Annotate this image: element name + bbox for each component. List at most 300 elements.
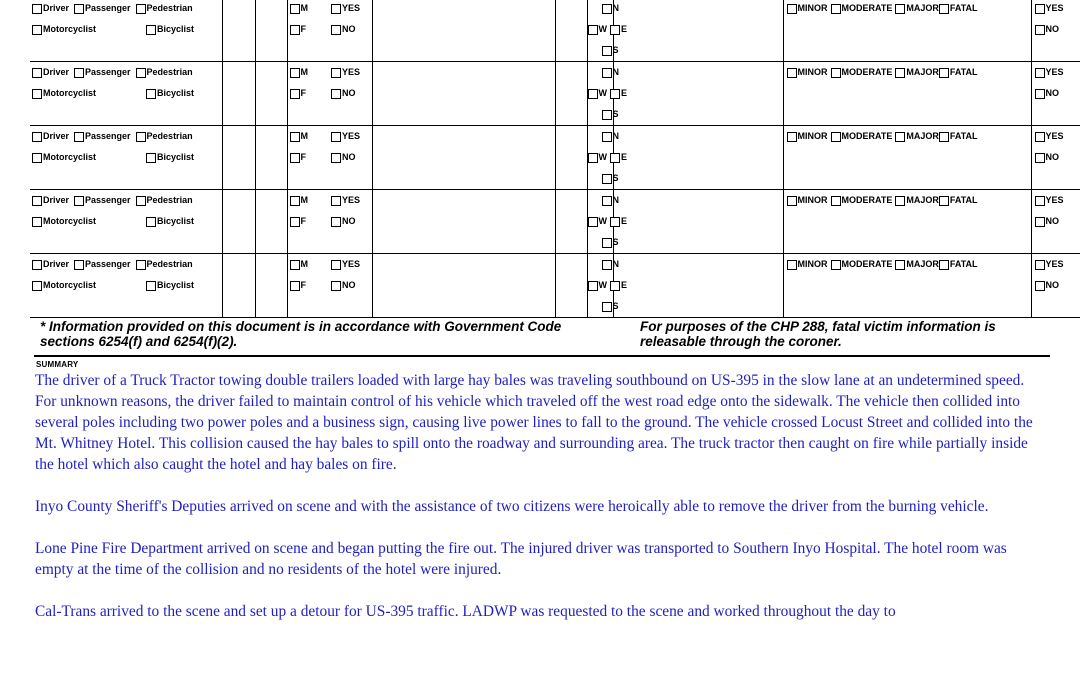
- option-no[interactable]: [331, 19, 356, 40]
- victim-cell: [287, 0, 331, 62]
- victim-cell: [613, 62, 783, 126]
- checkbox[interactable]: [331, 25, 341, 35]
- option-dir-e-label: E: [621, 24, 628, 34]
- option-yes-label: YES: [342, 131, 361, 141]
- option-injury-major[interactable]: [895, 254, 939, 275]
- option-motorcyclist[interactable]: [32, 275, 96, 296]
- checkbox[interactable]: [136, 260, 146, 270]
- checkbox[interactable]: [32, 132, 42, 142]
- checkbox[interactable]: [331, 281, 341, 291]
- checkbox[interactable]: [831, 68, 841, 78]
- option-injury-major[interactable]: [895, 190, 939, 211]
- checkbox[interactable]: [588, 153, 598, 163]
- option-last-yes[interactable]: [1035, 190, 1064, 211]
- option-driver-label: Driver: [43, 67, 70, 77]
- option-dir-w[interactable]: [588, 83, 608, 104]
- option-yes-label: YES: [342, 3, 361, 13]
- checkbox[interactable]: [32, 4, 42, 14]
- option-injury-fatal-label: FATAL: [949, 259, 978, 269]
- option-passenger[interactable]: [74, 62, 131, 83]
- option-pedestrian[interactable]: [136, 0, 193, 19]
- checkbox[interactable]: [895, 260, 905, 270]
- checkbox[interactable]: [1035, 68, 1045, 78]
- option-sex-m[interactable]: [290, 190, 309, 211]
- option-pedestrian[interactable]: [136, 126, 193, 147]
- option-driver[interactable]: [32, 0, 69, 19]
- victim-cell: [555, 126, 587, 190]
- option-last-no[interactable]: [1035, 211, 1060, 232]
- option-last-no-label: NO: [1045, 24, 1059, 34]
- option-last-yes-label: YES: [1045, 259, 1064, 269]
- option-last-yes-label: YES: [1045, 3, 1064, 13]
- checkbox[interactable]: [290, 132, 300, 142]
- victim-row: [30, 62, 1080, 126]
- option-injury-moderate[interactable]: [831, 0, 893, 19]
- option-sex-m[interactable]: [290, 0, 309, 19]
- checkbox[interactable]: [32, 260, 42, 270]
- victim-cell: [372, 190, 555, 254]
- option-dir-w[interactable]: [588, 211, 608, 232]
- checkbox[interactable]: [32, 196, 42, 206]
- checkbox[interactable]: [331, 217, 341, 227]
- option-pedestrian-label: Pedestrian: [146, 259, 193, 269]
- option-passenger-label: Passenger: [85, 67, 131, 77]
- option-last-yes[interactable]: [1035, 62, 1064, 83]
- victim-cell: [331, 0, 372, 62]
- victim-cell: [255, 0, 287, 62]
- option-injury-minor[interactable]: [787, 62, 828, 83]
- option-bicyclist-label: Bicyclist: [157, 280, 195, 290]
- checkbox[interactable]: [1035, 281, 1045, 291]
- option-injury-fatal-label: FATAL: [949, 67, 978, 77]
- option-driver[interactable]: [32, 62, 69, 83]
- victim-cell: [222, 126, 255, 190]
- option-last-no-label: NO: [1045, 280, 1059, 290]
- victim-cell: [587, 254, 628, 318]
- option-injury-moderate-label: MODERATE: [841, 67, 893, 77]
- victim-cell: [783, 254, 1031, 318]
- victim-cell: [222, 0, 255, 62]
- option-bicyclist[interactable]: [146, 211, 194, 232]
- option-motorcyclist[interactable]: [32, 19, 96, 40]
- option-injury-major[interactable]: [895, 62, 939, 83]
- checkbox[interactable]: [1035, 196, 1045, 206]
- option-injury-moderate-label: MODERATE: [841, 3, 893, 13]
- checkbox[interactable]: [588, 25, 598, 35]
- checkbox[interactable]: [146, 153, 156, 163]
- victim-cell: [1031, 126, 1080, 190]
- checkbox[interactable]: [1035, 25, 1045, 35]
- checkbox[interactable]: [1035, 217, 1045, 227]
- checkbox[interactable]: [787, 68, 797, 78]
- checkbox[interactable]: [831, 4, 841, 14]
- option-motorcyclist-label: Motorcyclist: [43, 88, 97, 98]
- victim-cell: [613, 254, 783, 318]
- checkbox[interactable]: [290, 281, 300, 291]
- option-sex-f-label: F: [300, 88, 306, 98]
- checkbox[interactable]: [290, 260, 300, 270]
- victim-row: [30, 190, 1080, 254]
- option-no[interactable]: [331, 211, 356, 232]
- checkbox[interactable]: [331, 132, 341, 142]
- option-yes-label: YES: [342, 195, 361, 205]
- option-injury-minor[interactable]: [787, 190, 828, 211]
- victim-cell: [287, 62, 331, 126]
- summary-paragraph: Inyo County Sheriff's Deputies arrived on scene and with the assistance of two citizens were heroically able to remove the driver from the burning vehicle.: [35, 498, 989, 515]
- victim-cell: [587, 190, 628, 254]
- checkbox[interactable]: [290, 217, 300, 227]
- option-injury-fatal-label: FATAL: [949, 195, 978, 205]
- checkbox[interactable]: [1035, 153, 1045, 163]
- checkbox[interactable]: [787, 4, 797, 14]
- checkbox[interactable]: [831, 196, 841, 206]
- option-bicyclist[interactable]: [146, 83, 194, 104]
- option-dir-e-label: E: [621, 280, 628, 290]
- option-sex-f-label: F: [300, 24, 306, 34]
- checkbox[interactable]: [939, 68, 949, 78]
- option-dir-w[interactable]: [588, 275, 608, 296]
- checkbox[interactable]: [136, 68, 146, 78]
- option-sex-f[interactable]: [290, 19, 307, 40]
- option-injury-major-label: MAJOR: [906, 131, 939, 141]
- option-bicyclist-label: Bicyclist: [157, 88, 195, 98]
- checkbox[interactable]: [602, 260, 612, 270]
- option-injury-moderate-label: MODERATE: [841, 131, 893, 141]
- checkbox[interactable]: [602, 132, 612, 142]
- option-driver[interactable]: [32, 190, 69, 211]
- checkbox[interactable]: [939, 196, 949, 206]
- checkbox[interactable]: [74, 132, 84, 142]
- checkbox[interactable]: [602, 46, 612, 56]
- checkbox[interactable]: [290, 89, 300, 99]
- option-injury-moderate[interactable]: [831, 254, 893, 275]
- option-last-yes[interactable]: [1035, 126, 1064, 147]
- option-bicyclist[interactable]: [146, 275, 194, 296]
- option-no-label: NO: [342, 216, 356, 226]
- victim-row: [30, 0, 1080, 62]
- option-no[interactable]: [331, 147, 356, 168]
- option-injury-moderate-label: MODERATE: [841, 195, 893, 205]
- option-driver[interactable]: [32, 254, 69, 275]
- victim-table-body: [30, 0, 1080, 318]
- option-injury-minor-label: MINOR: [797, 3, 828, 13]
- option-bicyclist-label: Bicyclist: [157, 152, 195, 162]
- victim-cell: [255, 126, 287, 190]
- checkbox[interactable]: [1035, 260, 1045, 270]
- option-injury-major[interactable]: [895, 126, 939, 147]
- checkbox[interactable]: [32, 153, 42, 163]
- victim-cell: [331, 62, 372, 126]
- checkbox[interactable]: [74, 68, 84, 78]
- victim-cell: [613, 190, 783, 254]
- summary-divider: [34, 355, 1050, 357]
- victim-row: [30, 254, 1080, 318]
- checkbox[interactable]: [831, 260, 841, 270]
- checkbox[interactable]: [602, 196, 612, 206]
- checkbox[interactable]: [136, 4, 146, 14]
- option-motorcyclist[interactable]: [32, 83, 96, 104]
- checkbox[interactable]: [895, 196, 905, 206]
- option-no[interactable]: [331, 83, 356, 104]
- checkbox[interactable]: [588, 217, 598, 227]
- victim-cell: [255, 190, 287, 254]
- victim-cell: [1031, 254, 1080, 318]
- option-last-no-label: NO: [1045, 152, 1059, 162]
- option-injury-moderate[interactable]: [831, 126, 893, 147]
- victim-row: [30, 126, 1080, 190]
- option-passenger[interactable]: [74, 190, 131, 211]
- option-last-yes-label: YES: [1045, 67, 1064, 77]
- victim-cell: [587, 0, 628, 62]
- checkbox[interactable]: [32, 68, 42, 78]
- option-last-no[interactable]: [1035, 83, 1060, 104]
- checkbox[interactable]: [331, 260, 341, 270]
- option-motorcyclist[interactable]: [32, 211, 96, 232]
- option-yes[interactable]: [331, 0, 360, 19]
- checkbox[interactable]: [331, 153, 341, 163]
- option-pedestrian-label: Pedestrian: [146, 3, 193, 13]
- victim-cell: [287, 254, 331, 318]
- option-pedestrian[interactable]: [136, 254, 193, 275]
- option-yes[interactable]: [331, 126, 360, 147]
- option-sex-f-label: F: [300, 152, 306, 162]
- option-last-yes[interactable]: [1035, 254, 1064, 275]
- checkbox[interactable]: [895, 4, 905, 14]
- checkbox[interactable]: [331, 68, 341, 78]
- victim-cell: [331, 254, 372, 318]
- checkbox[interactable]: [331, 89, 341, 99]
- victim-cell: [372, 254, 555, 318]
- victim-table: [30, 0, 1080, 318]
- option-no-label: NO: [342, 24, 356, 34]
- option-injury-fatal[interactable]: [939, 190, 978, 211]
- checkbox[interactable]: [787, 196, 797, 206]
- option-injury-minor[interactable]: [787, 0, 828, 19]
- option-injury-major[interactable]: [895, 0, 939, 19]
- victim-cell: [30, 126, 222, 190]
- checkbox[interactable]: [831, 132, 841, 142]
- option-sex-f[interactable]: [290, 211, 307, 232]
- checkbox[interactable]: [602, 4, 612, 14]
- checkbox[interactable]: [146, 25, 156, 35]
- option-sex-m-label: M: [300, 67, 308, 77]
- victim-cell: [222, 62, 255, 126]
- checkbox[interactable]: [1035, 89, 1045, 99]
- option-dir-n-label: N: [612, 67, 619, 77]
- option-dir-w[interactable]: [588, 147, 608, 168]
- checkbox[interactable]: [331, 196, 341, 206]
- option-injury-fatal[interactable]: [939, 62, 978, 83]
- option-injury-minor[interactable]: [787, 126, 828, 147]
- checkbox[interactable]: [32, 281, 42, 291]
- option-pedestrian[interactable]: [136, 62, 193, 83]
- checkbox[interactable]: [74, 4, 84, 14]
- option-dir-n-label: N: [612, 131, 619, 141]
- option-injury-major-label: MAJOR: [906, 3, 939, 13]
- victim-cell: [555, 0, 587, 62]
- checkbox[interactable]: [136, 132, 146, 142]
- checkbox[interactable]: [74, 260, 84, 270]
- option-yes[interactable]: [331, 254, 360, 275]
- victim-cell: [331, 190, 372, 254]
- option-passenger[interactable]: [74, 254, 131, 275]
- checkbox[interactable]: [1035, 4, 1045, 14]
- option-sex-f[interactable]: [290, 147, 307, 168]
- option-last-no[interactable]: [1035, 147, 1060, 168]
- victim-cell: [783, 190, 1031, 254]
- option-sex-f[interactable]: [290, 83, 307, 104]
- victim-cell: [30, 0, 222, 62]
- footnote-government-code: * Information provided on this document is in accordance with Government Code sections 6254(f) and 6254(f)(2).: [40, 319, 562, 349]
- option-dir-n-label: N: [612, 259, 619, 269]
- checkbox[interactable]: [146, 281, 156, 291]
- victim-cell: [783, 62, 1031, 126]
- option-injury-fatal[interactable]: [939, 0, 978, 19]
- option-dir-e-label: E: [621, 216, 628, 226]
- option-driver-label: Driver: [43, 259, 70, 269]
- checkbox[interactable]: [1035, 132, 1045, 142]
- option-driver-label: Driver: [43, 195, 70, 205]
- option-last-yes[interactable]: [1035, 0, 1064, 19]
- option-injury-major-label: MAJOR: [906, 259, 939, 269]
- option-passenger[interactable]: [74, 126, 131, 147]
- checkbox[interactable]: [290, 68, 300, 78]
- checkbox[interactable]: [895, 68, 905, 78]
- victim-cell: [30, 62, 222, 126]
- victim-cell: [331, 126, 372, 190]
- option-passenger-label: Passenger: [85, 3, 131, 13]
- option-last-no-label: NO: [1045, 88, 1059, 98]
- option-motorcyclist-label: Motorcyclist: [43, 24, 97, 34]
- checkbox[interactable]: [32, 89, 42, 99]
- option-injury-fatal-label: FATAL: [949, 3, 978, 13]
- checkbox[interactable]: [331, 4, 341, 14]
- option-no[interactable]: [331, 275, 356, 296]
- victim-cell: [1031, 62, 1080, 126]
- option-driver-label: Driver: [43, 131, 70, 141]
- option-bicyclist[interactable]: [146, 147, 194, 168]
- option-last-no[interactable]: [1035, 275, 1060, 296]
- option-dir-n-label: N: [612, 3, 619, 13]
- checkbox[interactable]: [602, 238, 612, 248]
- checkbox[interactable]: [939, 260, 949, 270]
- option-last-yes-label: YES: [1045, 131, 1064, 141]
- option-dir-e-label: E: [621, 152, 628, 162]
- option-pedestrian[interactable]: [136, 190, 193, 211]
- checkbox[interactable]: [602, 68, 612, 78]
- checkbox[interactable]: [602, 110, 612, 120]
- checkbox[interactable]: [74, 196, 84, 206]
- option-injury-fatal-label: FATAL: [949, 131, 978, 141]
- option-injury-major-label: MAJOR: [906, 67, 939, 77]
- option-injury-fatal[interactable]: [939, 254, 978, 275]
- option-yes[interactable]: [331, 62, 360, 83]
- option-sex-m-label: M: [300, 3, 308, 13]
- option-no-label: NO: [342, 152, 356, 162]
- option-last-no-label: NO: [1045, 216, 1059, 226]
- victim-cell: [1031, 0, 1080, 62]
- checkbox[interactable]: [290, 153, 300, 163]
- checkbox[interactable]: [32, 217, 42, 227]
- checkbox[interactable]: [290, 196, 300, 206]
- option-pedestrian-label: Pedestrian: [146, 67, 193, 77]
- checkbox[interactable]: [602, 174, 612, 184]
- option-injury-minor-label: MINOR: [797, 259, 828, 269]
- checkbox[interactable]: [136, 196, 146, 206]
- victim-cell: [555, 190, 587, 254]
- option-sex-m[interactable]: [290, 126, 309, 147]
- victim-cell: [372, 0, 555, 62]
- option-dir-s-label: S: [612, 301, 619, 311]
- victim-cell: [287, 190, 331, 254]
- checkbox[interactable]: [290, 25, 300, 35]
- checkbox[interactable]: [787, 260, 797, 270]
- option-dir-w-label: W: [598, 216, 607, 226]
- checkbox[interactable]: [146, 89, 156, 99]
- option-motorcyclist-label: Motorcyclist: [43, 152, 97, 162]
- checkbox[interactable]: [939, 4, 949, 14]
- option-motorcyclist[interactable]: [32, 147, 96, 168]
- footnote-chp-288: For purposes of the CHP 288, fatal victim information is releasable through the coroner.: [640, 319, 996, 349]
- option-motorcyclist-label: Motorcyclist: [43, 216, 97, 226]
- option-dir-e-label: E: [621, 88, 628, 98]
- option-dir-w[interactable]: [588, 19, 608, 40]
- option-bicyclist[interactable]: [146, 19, 194, 40]
- checkbox[interactable]: [290, 4, 300, 14]
- victim-cell: [222, 190, 255, 254]
- option-dir-n-label: N: [612, 195, 619, 205]
- option-passenger-label: Passenger: [85, 131, 131, 141]
- option-injury-moderate[interactable]: [831, 62, 893, 83]
- option-injury-moderate[interactable]: [831, 190, 893, 211]
- option-yes[interactable]: [331, 190, 360, 211]
- option-injury-minor-label: MINOR: [797, 195, 828, 205]
- option-pedestrian-label: Pedestrian: [146, 195, 193, 205]
- checkbox[interactable]: [939, 132, 949, 142]
- option-driver[interactable]: [32, 126, 69, 147]
- option-sex-m[interactable]: [290, 62, 309, 83]
- checkbox[interactable]: [588, 89, 598, 99]
- option-sex-m-label: M: [300, 195, 308, 205]
- option-last-no[interactable]: [1035, 19, 1060, 40]
- checkbox[interactable]: [32, 25, 42, 35]
- option-injury-fatal[interactable]: [939, 126, 978, 147]
- option-sex-f[interactable]: [290, 275, 307, 296]
- victim-cell: [555, 254, 587, 318]
- option-sex-m[interactable]: [290, 254, 309, 275]
- option-no-label: NO: [342, 280, 356, 290]
- option-passenger-label: Passenger: [85, 195, 131, 205]
- victim-cell: [372, 126, 555, 190]
- option-dir-s-label: S: [612, 173, 619, 183]
- option-yes-label: YES: [342, 259, 361, 269]
- option-injury-minor[interactable]: [787, 254, 828, 275]
- option-passenger[interactable]: [74, 0, 131, 19]
- checkbox[interactable]: [787, 132, 797, 142]
- victim-cell: [255, 254, 287, 318]
- checkbox[interactable]: [146, 217, 156, 227]
- option-bicyclist-label: Bicyclist: [157, 24, 195, 34]
- option-passenger-label: Passenger: [85, 259, 131, 269]
- checkbox[interactable]: [588, 281, 598, 291]
- checkbox[interactable]: [895, 132, 905, 142]
- checkbox[interactable]: [602, 302, 612, 312]
- victim-cell: [287, 126, 331, 190]
- victim-cell: [255, 62, 287, 126]
- option-yes-label: YES: [342, 67, 361, 77]
- option-pedestrian-label: Pedestrian: [146, 131, 193, 141]
- victim-cell: [555, 62, 587, 126]
